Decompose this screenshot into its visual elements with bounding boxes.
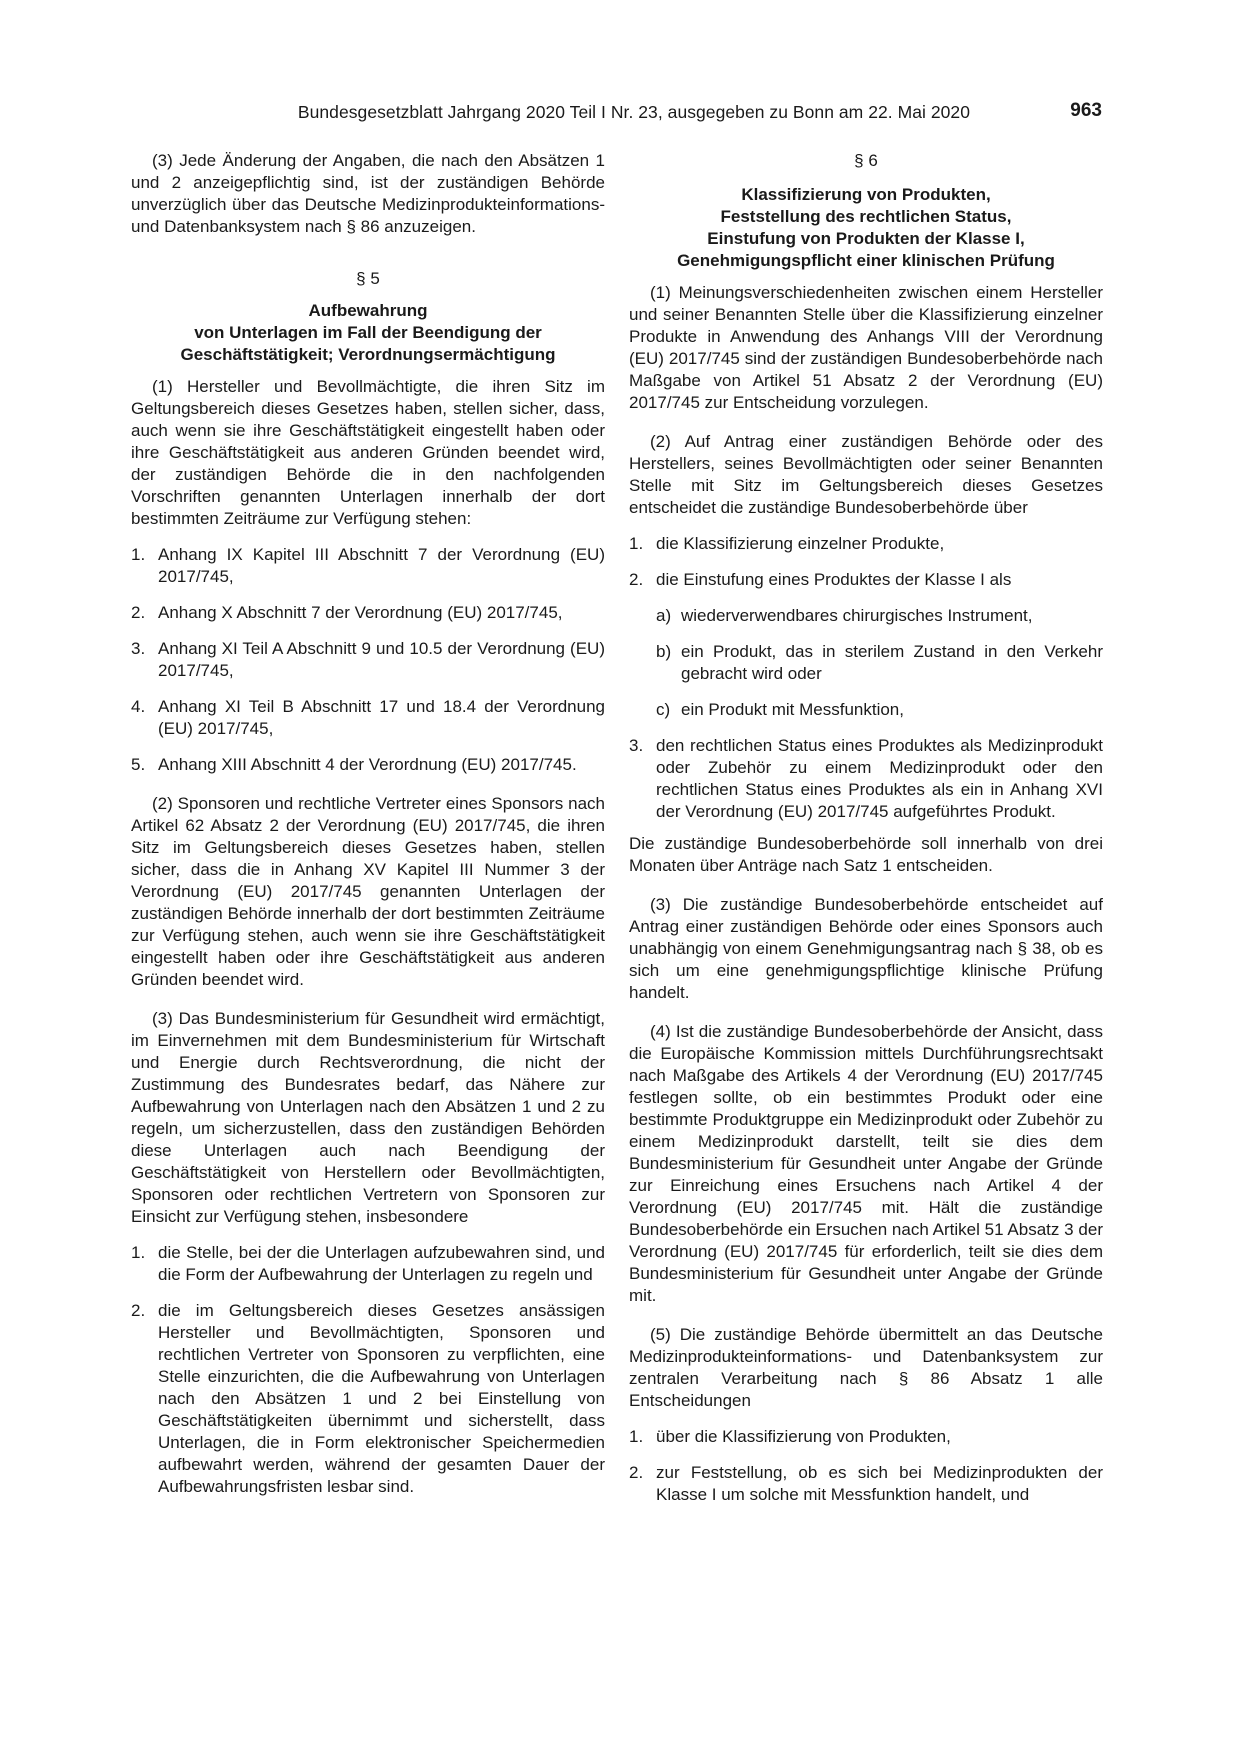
section-5-number: § 5	[356, 269, 380, 288]
page-number: 963	[1070, 100, 1102, 121]
right-column	[629, 150, 1103, 1506]
s6-decision-list-continued	[629, 735, 1103, 823]
paragraph-s5-3: (3) Das Bundesministerium für Gesundheit wird ermächtigt, im Einvernehmen mit dem Bundesministerium für Wirtschaft und Energie durch Rechtsverordnung, die nicht der Zustimmung des Bundesrates bedarf, das Nähere zur Aufbewahrung von Unterlagen nach den Absätzen 1 und 2 zu regeln, um sicherzustellen, dass den zuständigen Behörden diese Unterlagen auch nach Beendigung der Geschäftstätigkeit von Herstellern oder Bevollmächtigten, Sponsoren oder rechtlichen Vertretern von Sponsoren zur Einsicht zur Verfügung stehen, insbesondere	[131, 1009, 605, 1226]
s6-decision-list	[629, 533, 1103, 591]
list-item-text: den rechtlichen Status eines Produktes als Medizinprodukt oder Zubehör zu einem Medizinprodukt oder den rechtlichen Status eines Produktes als ein in Anhang XVI der Verordnung (EU) 2017/745 aufgeführtes Produkt.	[656, 736, 1103, 821]
left-column	[131, 150, 605, 1498]
paragraph-s5-2: (2) Sponsoren und rechtliche Vertreter eines Sponsors nach Artikel 62 Absatz 2 der Verordnung (EU) 2017/745, die ihren Sitz im Geltungsbereich dieses Gesetzes haben, stellen sicher, dass die in Anhang XV Kapitel III Nummer 3 der Verordnung (EU) 2017/745 genannten Unterlagen der zuständigen Behörde innerhalb der dort bestimmten Zeiträume zur Verfügung stehen, auch wenn sie ihre Geschäftstätigkeit eingestellt haben oder ihre Geschäftstätigkeit aus anderen Gründen beendet wird.	[131, 794, 605, 989]
list-item	[131, 696, 605, 740]
list-item-number: 3.	[629, 736, 644, 755]
sublist-item	[656, 641, 1103, 685]
list-item-text: über die Klassifizierung von Produkten,	[656, 1427, 951, 1446]
running-title: Bundesgesetzblatt Jahrgang 2020 Teil I Nr. 23, ausgegeben zu Bonn am 22. Mai 2020	[297, 102, 970, 122]
list-item-number: 4.	[131, 697, 146, 716]
list-item-number: 1.	[131, 1243, 146, 1262]
section-6-title	[629, 184, 1103, 272]
paragraph-s6-1: (1) Meinungsverschiedenheiten zwischen einem Hersteller und seiner Benannten Stelle über die Klassifizierung einzelner Produkte in Anwendung des Anhangs VIII der Verordnung (EU) 2017/745 sind der zuständigen Bundesoberbehörde nach Maßgabe von Artikel 51 Absatz 2 der Verordnung (EU) 2017/745 zur Entscheidung vorzulegen.	[629, 283, 1103, 412]
list-item-number: 1.	[629, 534, 644, 553]
list-item-number: 1.	[131, 545, 146, 564]
list-item	[131, 544, 605, 588]
section-5-title-line: von Unterlagen im Fall der Beendigung der	[194, 323, 542, 342]
list-item	[629, 533, 1103, 555]
section-5-title	[131, 300, 605, 366]
list-item	[131, 754, 605, 776]
list-item	[131, 1300, 605, 1498]
paragraph-s6-2-sentence-2: Die zuständige Bundesoberbehörde soll innerhalb von drei Monaten über Anträge nach Satz 1 entscheiden.	[629, 834, 1103, 875]
list-item-text: die Klassifizierung einzelner Produkte,	[656, 534, 945, 553]
list-item-number: 2.	[131, 1301, 146, 1320]
page-header	[130, 100, 1102, 130]
list-item-text: Anhang X Abschnitt 7 der Verordnung (EU) 2017/745,	[158, 603, 563, 622]
sublist-item-text: ein Produkt, das in sterilem Zustand in den Verkehr gebracht wird oder	[681, 642, 1103, 683]
list-item-text: die Einstufung eines Produktes der Klasse I als	[656, 570, 1012, 589]
list-item-number: 3.	[131, 639, 146, 658]
s6-transmission-list	[629, 1426, 1103, 1506]
list-item-text: die im Geltungsbereich dieses Gesetzes ansässigen Hersteller und Bevollmächtigten, Sponsoren und rechtlichen Vertreter von Sponsoren zu verpflichten, eine Stelle einzurichten, die die Aufbewahrung von Unterlagen nach den Absätzen 1 und 2 bei Einstellung von Geschäftstätigkeiten übernimmt und sicherstellt, dass Unterlagen, die in Form elektronischer Speichermedien aufbewahrt werden, während der gesamten Dauer der Aufbewahrungsfristen lesbar sind.	[158, 1301, 605, 1496]
paragraph-s6-5: (5) Die zuständige Behörde übermittelt an das Deutsche Medizinprodukteinformations- und Datenbanksystem zur zentralen Verarbeitung nach § 86 Absatz 1 alle Entscheidungen	[629, 1325, 1103, 1410]
paragraph-s4-3: (3) Jede Änderung der Angaben, die nach den Absätzen 1 und 2 anzeigepflichtig sind, ist der zuständigen Behörde unverzüglich über das Deutsche Medizinprodukteinformations- und Datenbanksystem nach § 86 anzuzeigen.	[131, 151, 605, 236]
paragraph-s6-4: (4) Ist die zuständige Bundesoberbehörde der Ansicht, dass die Europäische Kommission mittels Durchführungsrechtsakt nach Maßgabe des Artikels 4 der Verordnung (EU) 2017/745 festlegen sollte, ob ein bestimmtes Produkt oder eine bestimmte Produktgruppe ein Medizinprodukt oder Zubehör zu einem Medizinprodukt darstellt, teilt sie dies dem Bundesministerium für Gesundheit unter Angabe der Gründe zur Einreichung eines Ersuchens nach Artikel 4 der Verordnung (EU) 2017/745 mit. Hält die zuständige Bundesoberbehörde ein Ersuchen nach Artikel 51 Absatz 3 der Verordnung (EU) 2017/745 für erforderlich, teilt sie dies dem Bundesministerium für Gesundheit unter Angabe der Gründe mit.	[629, 1022, 1103, 1305]
sublist-item-letter: b)	[656, 642, 672, 661]
sublist-item-letter: a)	[656, 606, 672, 625]
section-6-title-line: Genehmigungspflicht einer klinischen Prüfung	[677, 251, 1055, 270]
section-5-title-line: Aufbewahrung	[308, 301, 428, 320]
list-item-number: 2.	[131, 603, 146, 622]
list-item-number: 2.	[629, 570, 644, 589]
list-item-number: 2.	[629, 1463, 644, 1482]
section-6-number: § 6	[854, 151, 878, 170]
list-item-number: 1.	[629, 1427, 644, 1446]
paragraph-s6-2: (2) Auf Antrag einer zuständigen Behörde oder des Herstellers, seines Bevollmächtigten oder seiner Benannten Stelle mit Sitz im Geltungsbereich dieses Gesetzes entscheidet die zuständige Bundesoberbehörde über	[629, 432, 1103, 517]
list-item	[131, 602, 605, 624]
list-item-text: Anhang IX Kapitel III Abschnitt 7 der Verordnung (EU) 2017/745,	[158, 545, 605, 586]
list-item-text: die Stelle, bei der die Unterlagen aufzubewahren sind, und die Form der Aufbewahrung der Unterlagen zu regeln und	[158, 1243, 605, 1284]
paragraph-s5-1: (1) Hersteller und Bevollmächtigte, die ihren Sitz im Geltungsbereich dieses Gesetzes haben, stellen sicher, dass, auch wenn sie ihre Geschäftstätigkeit eingestellt haben oder ihre Geschäftstätigkeit aus anderen Gründen beendet wird, der zuständigen Behörde die in den nachfolgenden Vorschriften genannten Unterlagen innerhalb der dort bestimmten Zeiträume zur Verfügung stehen:	[131, 377, 605, 528]
list-item-text: Anhang XI Teil B Abschnitt 17 und 18.4 der Verordnung (EU) 2017/745,	[158, 697, 605, 738]
list-item-text: Anhang XI Teil A Abschnitt 9 und 10.5 der Verordnung (EU) 2017/745,	[158, 639, 605, 680]
sublist-item-text: ein Produkt mit Messfunktion,	[681, 700, 904, 719]
sublist-item	[656, 699, 1103, 721]
list-item	[629, 1462, 1103, 1506]
sublist-item	[656, 605, 1103, 627]
list-item	[131, 1242, 605, 1286]
section-6-title-line: Einstufung von Produkten der Klasse I,	[707, 229, 1025, 248]
list-item	[629, 569, 1103, 591]
list-item-text: Anhang XIII Abschnitt 4 der Verordnung (EU) 2017/745.	[158, 755, 577, 774]
s6-class-i-sublist	[629, 605, 1103, 721]
section-6-title-line: Feststellung des rechtlichen Status,	[720, 207, 1012, 226]
section-5-title-line: Geschäftstätigkeit; Verordnungsermächtigung	[180, 345, 556, 364]
s5-annex-list	[131, 544, 605, 776]
section-6-title-line: Klassifizierung von Produkten,	[741, 185, 991, 204]
s5-regulation-list	[131, 1242, 605, 1498]
list-item-number: 5.	[131, 755, 146, 774]
list-item	[131, 638, 605, 682]
list-item	[629, 735, 1103, 823]
list-item	[629, 1426, 1103, 1448]
list-item-text: zur Feststellung, ob es sich bei Medizinprodukten der Klasse I um solche mit Messfunktion handelt, und	[656, 1463, 1103, 1504]
sublist-item-text: wiederverwendbares chirurgisches Instrument,	[681, 606, 1033, 625]
sublist-item-letter: c)	[656, 700, 671, 719]
paragraph-s6-3: (3) Die zuständige Bundesoberbehörde entscheidet auf Antrag einer zuständigen Behörde oder eines Sponsors auch unabhängig von einem Genehmigungsantrag nach § 38, ob es sich um eine genehmigungspflichtige klinische Prüfung handelt.	[629, 895, 1103, 1002]
